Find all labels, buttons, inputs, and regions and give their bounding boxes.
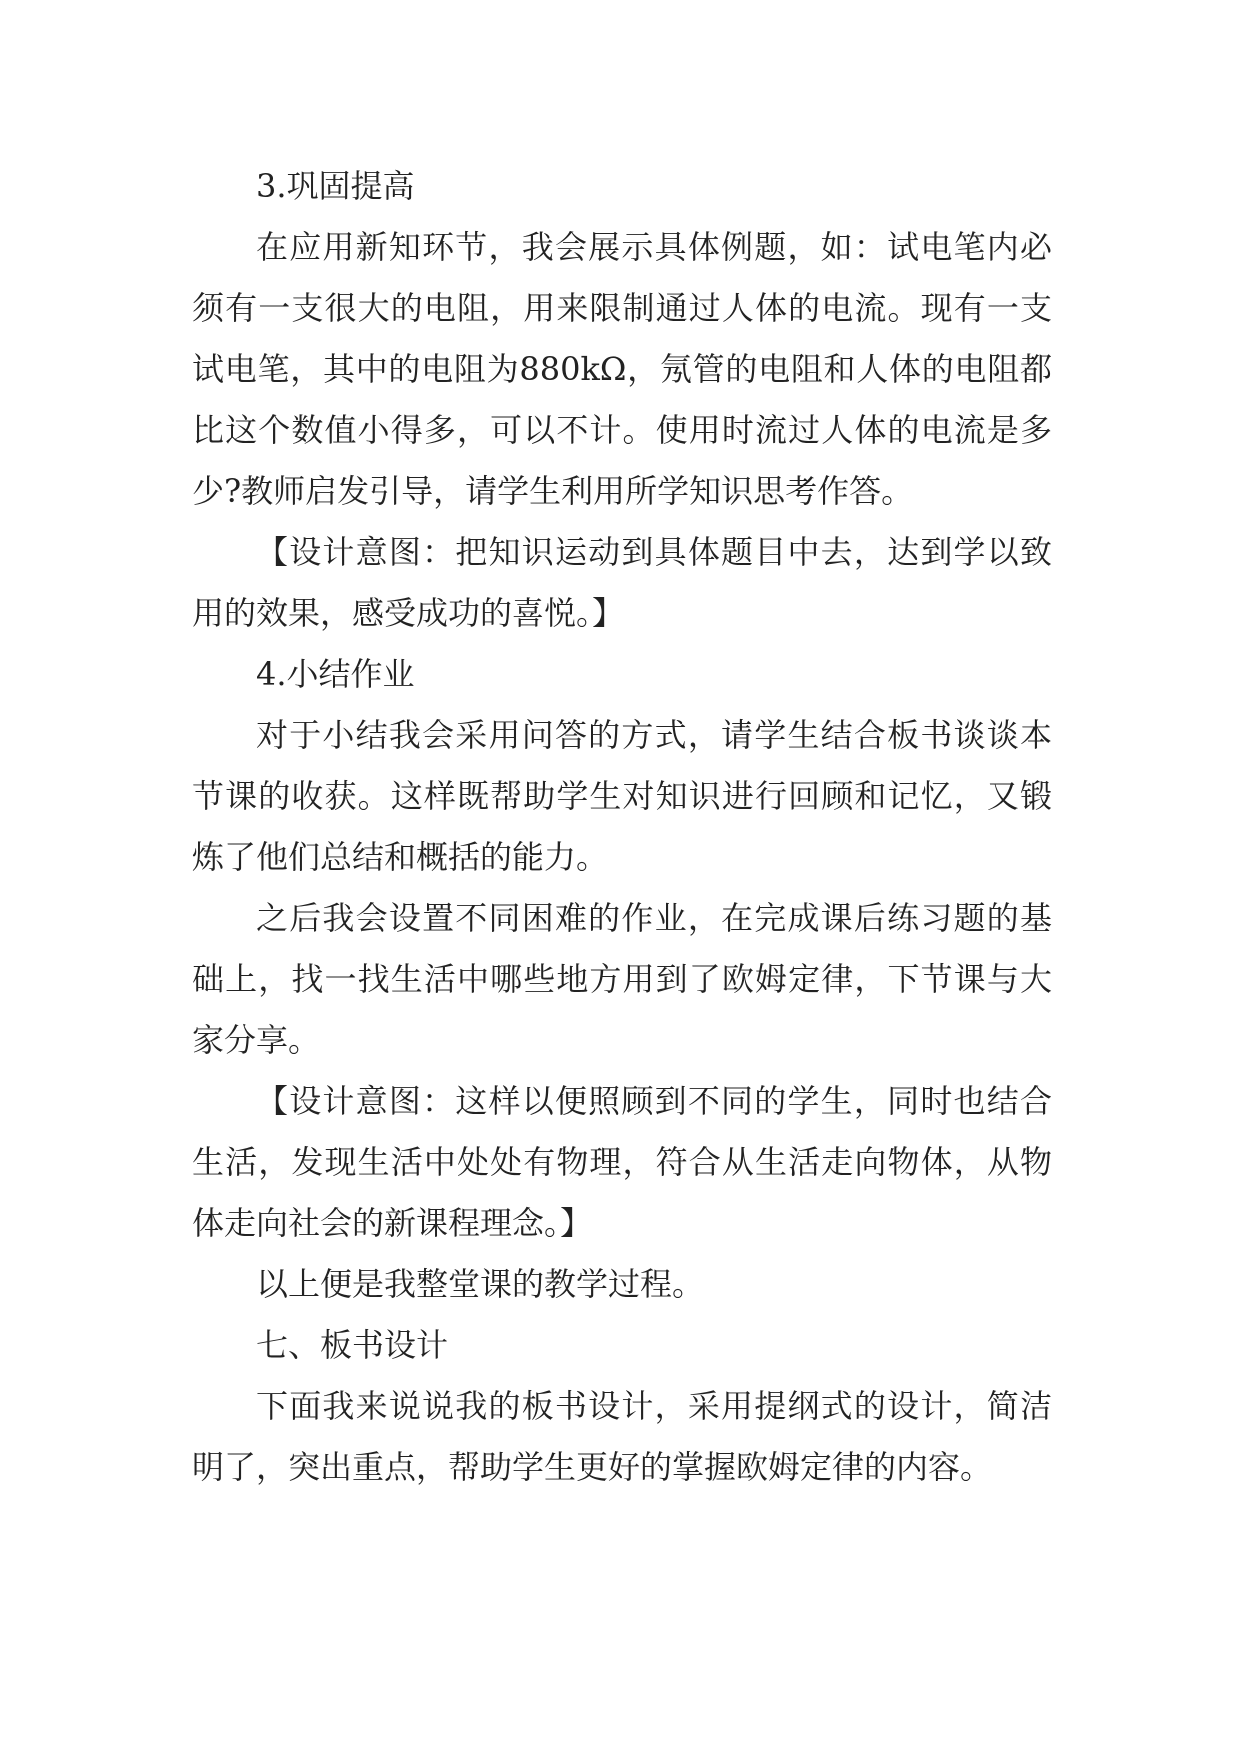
paragraph-design-intent-2: 【设计意图：这样以便照顾到不同的学生，同时也结合生活，发现生活中处处有物理，符合从生活走向物体，从物体走向社会的新课程理念。】: [192, 1082, 1052, 1242]
paragraph-summary: 对于小结我会采用问答的方式，请学生结合板书谈谈本节课的收获。这样既帮助学生对知识进行回顾和记忆，又锻炼了他们总结和概括的能力。: [192, 716, 1052, 876]
section-heading-board-design: 七、板书设计: [256, 1326, 449, 1364]
section-heading-summary-homework: 4.小结作业: [256, 655, 415, 693]
paragraph-design-intent-1: 【设计意图：把知识运动到具体题目中去，达到学以致用的效果，感受成功的喜悦。】: [192, 533, 1052, 632]
paragraph-example-problem: 在应用新知环节，我会展示具体例题，如：试电笔内必须有一支很大的电阻，用来限制通过人体的电流。现有一支试电笔，其中的电阻为880kΩ，氖管的电阻和人体的电阻都比这个数值小得多，可以不计。使用时流过人体的电流是多少?教师启发引导，请学生利用所学知识思考作答。: [192, 228, 1052, 510]
paragraph-board-design: 下面我来说说我的板书设计，采用提纲式的设计，简洁明了，突出重点，帮助学生更好的掌握欧姆定律的内容。: [192, 1387, 1052, 1486]
paragraph-conclusion: 以上便是我整堂课的教学过程。: [256, 1265, 705, 1303]
paragraph-homework: 之后我会设置不同困难的作业，在完成课后练习题的基础上，找一找生活中哪些地方用到了欧姆定律，下节课与大家分享。: [192, 899, 1052, 1059]
document-body: [192, 156, 1052, 1498]
section-heading-consolidation: 3.巩固提高: [256, 167, 415, 205]
